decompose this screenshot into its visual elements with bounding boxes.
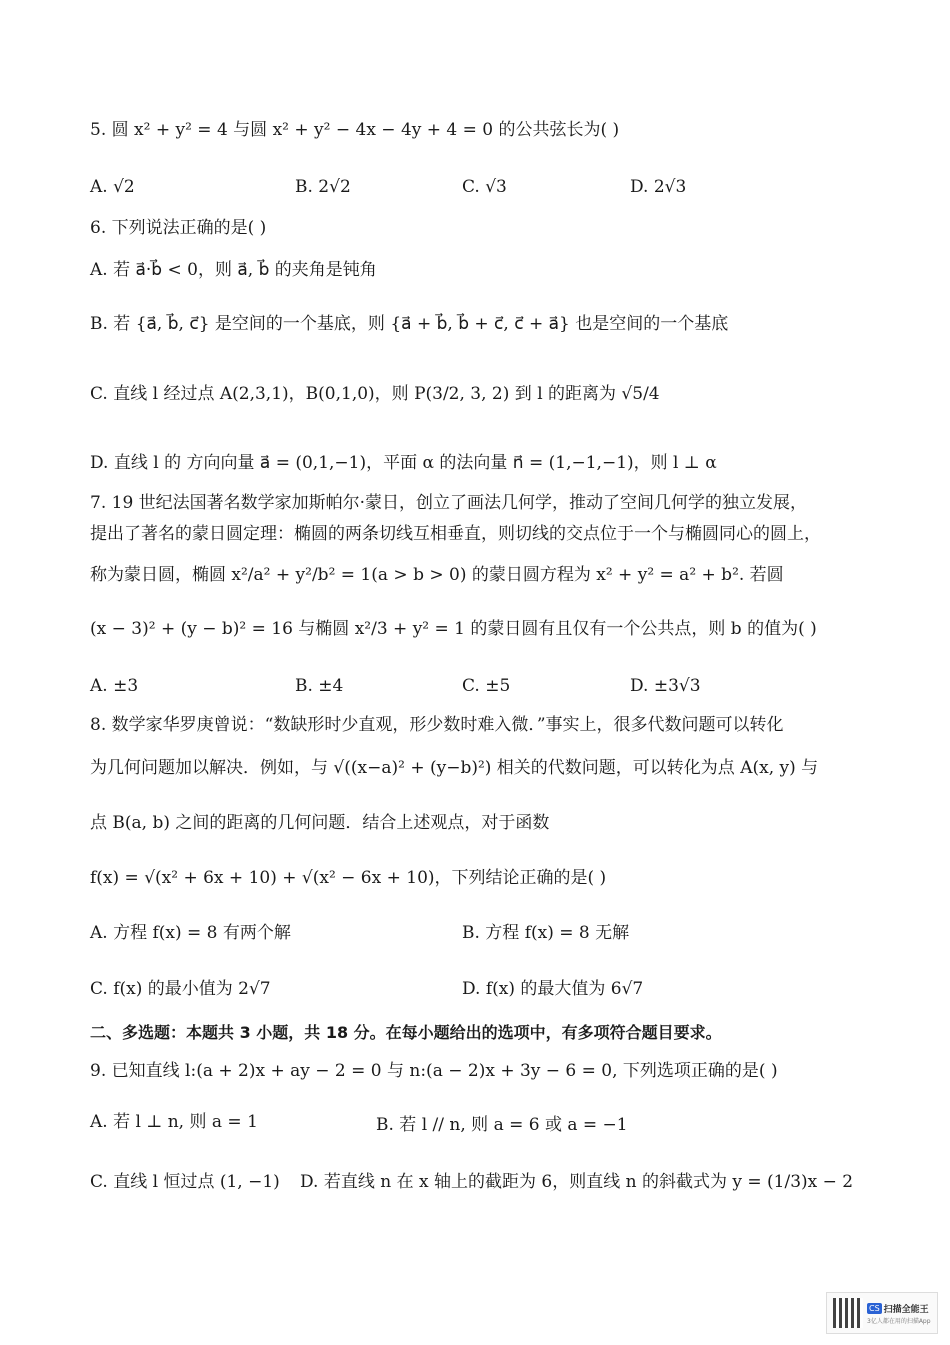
- cs-logo-icon: CS: [869, 1303, 880, 1313]
- q8-option-c: C. f(x) 的最小值为 2√7: [90, 979, 271, 999]
- q7-line-2: 提出了著名的蒙日圆定理：椭圆的两条切线互相垂直，则切线的交点位于一个与椭圆同心的圆上，: [90, 524, 821, 544]
- q9-option-c: C. 直线 l 恒过点 (1, −1): [90, 1172, 280, 1192]
- section-2-heading: 二、多选题：本题共 3 小题，共 18 分。在每小题给出的选项中，有多项符合题目要求。: [90, 1023, 722, 1042]
- q9-option-d: D. 若直线 n 在 x 轴上的截距为 6，则直线 n 的斜截式为 y = (1/3)x − 2: [300, 1172, 854, 1192]
- q7-option-c: C. ±5: [462, 676, 511, 696]
- q9-option-b: B. 若 l // n, 则 a = 6 或 a = −1: [376, 1115, 628, 1135]
- q5-option-c: C. √3: [462, 177, 507, 197]
- q7-line-1: 7. 19 世纪法国著名数学家加斯帕尔·蒙日，创立了画法几何学，推动了空间几何学的独立发展，: [90, 493, 808, 513]
- q7-option-a: A. ±3: [90, 676, 139, 696]
- scanner-watermark: [826, 1292, 938, 1334]
- q7-line-3: 称为蒙日圆，椭圆 x²/a² + y²/b² = 1(a > b > 0) 的蒙日圆方程为 x² + y² = a² + b². 若圆: [90, 565, 784, 585]
- q6-option-b: B. 若 {a⃗, b⃗, c⃗} 是空间的一个基底，则 {a⃗ + b⃗, b⃗ + c⃗, c⃗ + a⃗} 也是空间的一个基底: [90, 314, 729, 334]
- q8-option-a: A. 方程 f(x) = 8 有两个解: [90, 923, 291, 943]
- q9-option-a: A. 若 l ⊥ n, 则 a = 1: [90, 1112, 258, 1132]
- q7-option-b: B. ±4: [295, 676, 344, 696]
- q8-line-3: 点 B(a, b) 之间的距离的几何问题．结合上述观点，对于函数: [90, 813, 550, 833]
- q5-option-a: A. √2: [90, 177, 135, 197]
- q7-line-4: (x − 3)² + (y − b)² = 16 与椭圆 x²/3 + y² = 1 的蒙日圆有且仅有一个公共点，则 b 的值为( ): [90, 619, 817, 639]
- q8-line-2: 为几何问题加以解决．例如，与 √((x−a)² + (y−b)²) 相关的代数问题，可以转化为点 A(x, y) 与: [90, 758, 819, 778]
- q8-option-d: D. f(x) 的最大值为 6√7: [462, 979, 644, 999]
- watermark-title: 扫描全能王: [883, 1304, 929, 1315]
- q7-option-d: D. ±3√3: [630, 676, 701, 696]
- q6-option-d: D. 直线 l 的 方向向量 a⃗ = (0,1,−1)，平面 α 的法向量 n⃗ = (1,−1,−1)，则 l ⊥ α: [90, 453, 717, 473]
- q6-stem: 6. 下列说法正确的是( ): [90, 218, 267, 238]
- q8-line-4: f(x) = √(x² + 6x + 10) + √(x² − 6x + 10)，下列结论正确的是( ): [90, 868, 607, 888]
- q5-option-d: D. 2√3: [630, 177, 687, 197]
- q6-option-c: C. 直线 l 经过点 A(2,3,1)，B(0,1,0)，则 P(3/2, 3, 2) 到 l 的距离为 √5/4: [90, 384, 660, 404]
- watermark-subtitle: 3亿人都在用的扫描App: [867, 1317, 931, 1325]
- q8-option-b: B. 方程 f(x) = 8 无解: [462, 923, 630, 943]
- q8-line-1: 8. 数学家华罗庚曾说：“数缺形时少直观，形少数时难入微．”事实上，很多代数问题可以转化: [90, 715, 784, 735]
- q5-option-b: B. 2√2: [295, 177, 351, 197]
- q9-stem: 9. 已知直线 l:(a + 2)x + ay − 2 = 0 与 n:(a − 2)x + 3y − 6 = 0, 下列选项正确的是( ): [90, 1061, 778, 1081]
- qr-code-icon: [833, 1298, 863, 1328]
- q5-stem: 5. 圆 x² + y² = 4 与圆 x² + y² − 4x − 4y + 4 = 0 的公共弦长为( ): [90, 120, 620, 140]
- q6-option-a: A. 若 a⃗·b⃗ < 0，则 a⃗, b⃗ 的夹角是钝角: [90, 260, 377, 280]
